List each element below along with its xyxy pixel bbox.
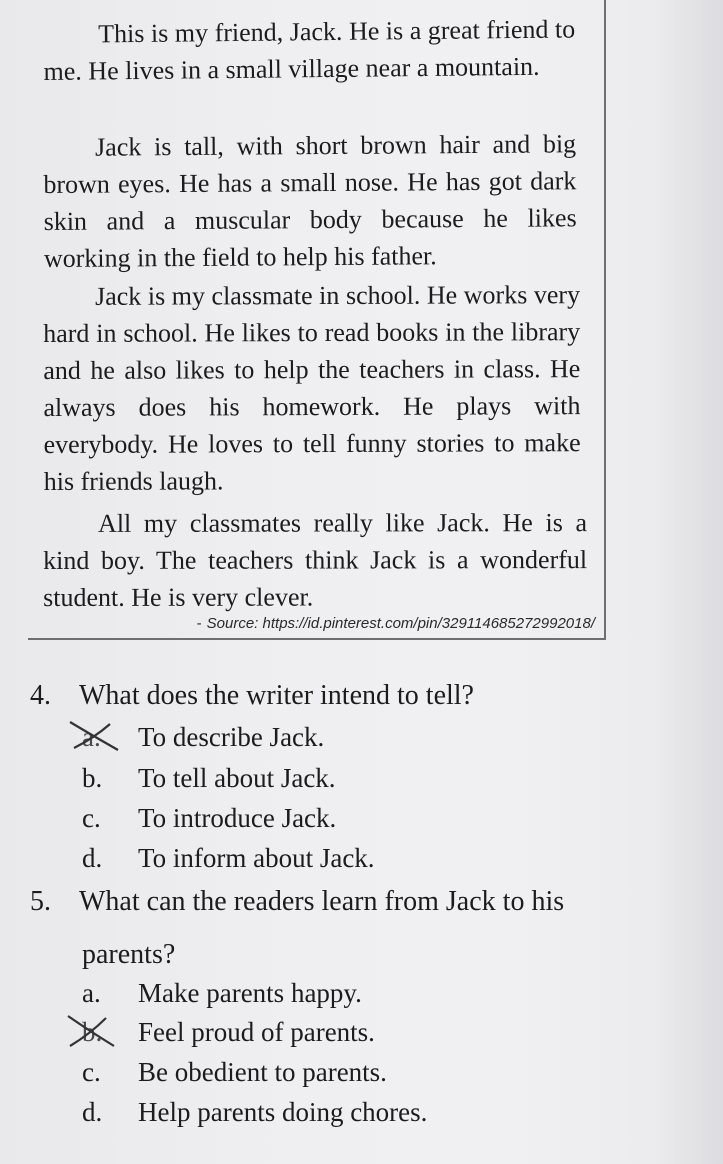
option-5a[interactable] [82,976,362,1010]
option-5d[interactable] [82,1095,427,1129]
page-shadow [653,0,723,1164]
passage-paragraph-4: All my classmates really like Jack. He is a kind boy. The teachers think Jack is a wonderful student. He is very clever. [43,508,588,612]
passage-paragraph-3: Jack is my classmate in school. He works very hard in school. He likes to read books in the library and he also likes to help the teachers in class. He always does his homework. He plays with everybody. He loves to tell funny stories to make his friends laugh. [43,280,581,496]
option-letter: d. [82,1097,103,1127]
passage-paragraph-2: Jack is tall, with short brown hair and big brown eyes. He has a small nose. He has got dark skin and a muscular body because he likes working in the field to help his father. [43,129,577,273]
option-letter: a. [82,722,101,752]
source-citation [155,615,595,632]
option-text: Be obedient to parents. [138,1057,387,1087]
option-4d[interactable] [82,841,375,875]
cross-mark-icon [66,718,126,754]
question-text: What does the writer intend to tell? [79,680,474,711]
passage-paragraph-1: This is my friend, Jack. He is a great friend to me. He lives in a small village near a mountain. [43,14,576,86]
source-dash: - [196,615,202,632]
question-number: 4. [30,680,51,711]
option-text: To inform about Jack. [138,843,375,873]
option-letter: b. [82,1017,103,1047]
option-text: Make parents happy. [138,978,362,1008]
cross-mark-icon [64,1012,124,1052]
option-letter: c. [82,803,101,833]
question-5 [30,884,564,920]
source-text: Source: https://id.pinterest.com/pin/329114685272992018/ [206,615,595,632]
option-text: To describe Jack. [138,722,325,752]
option-text: Help parents doing chores. [138,1097,428,1127]
question-text-line-1: What can the readers learn from Jack to his [79,886,565,917]
option-4c[interactable] [82,801,336,835]
option-letter: d. [82,843,103,873]
question-number: 5. [30,886,51,917]
option-4b[interactable] [82,761,336,795]
option-text: To tell about Jack. [138,763,336,793]
option-letter: a. [82,978,101,1008]
option-text: Feel proud of parents. [138,1017,375,1047]
option-text: To introduce Jack. [138,803,337,833]
option-letter: b. [82,763,103,793]
question-5-line-2: parents? [82,939,176,970]
option-5b[interactable] [82,1015,375,1049]
option-5c[interactable] [82,1055,387,1089]
question-4 [30,678,474,714]
option-letter: c. [82,1057,101,1087]
